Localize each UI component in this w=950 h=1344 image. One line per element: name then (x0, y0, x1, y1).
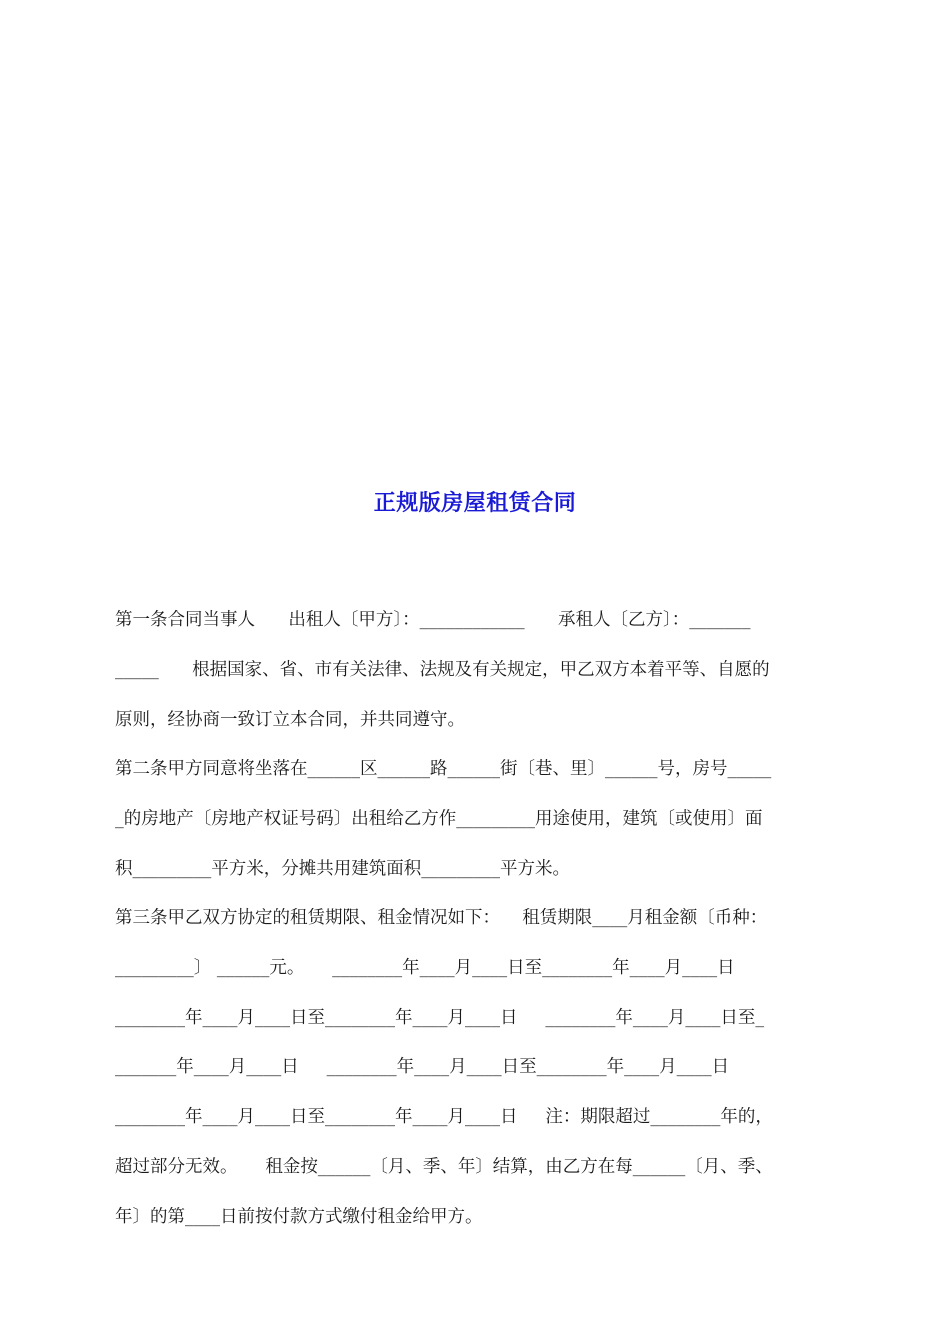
text-line-2: _____ 根据国家、省、市有关法律、法规及有关规定，甲乙双方本着平等、自愿的 (115, 660, 770, 680)
text-line-5: _的房地产〔房地产权证号码〕出租给乙方作_________用途使用，建筑〔或使用〕面 (115, 809, 763, 829)
text-line-7: 第三条甲乙双方协定的租赁期限、租金情况如下： 租赁期限____月租金额〔币种： (115, 908, 768, 928)
text-line-3: 原则，经协商一致订立本合同，并共同遵守。 (115, 710, 465, 730)
text-line-6: 积_________平方米，分摊共用建筑面积_________平方米。 (115, 859, 570, 879)
document-title: 正规版房屋租赁合同 (373, 491, 577, 516)
text-line-11: ________年____月____日至________年____月____日 注：期限超过________年的， (115, 1107, 773, 1127)
text-line-12: 超过部分无效。 租金按______〔月、季、年〕结算，由乙方在每______〔月、季、 (115, 1157, 773, 1177)
text-line-4: 第二条甲方同意将坐落在______区______路______街〔巷、里〕______号，房号_____ (115, 759, 772, 779)
text-line-8: _________〕 ______元。 ________年____月____日至________年____月____日 (115, 958, 735, 978)
text-line-10: _______年____月____日 ________年____月____日至________年____月____日 (115, 1057, 730, 1077)
text-line-13: 年〕的第____日前按付款方式缴付租金给甲方。 (115, 1207, 483, 1227)
text-line-9: ________年____月____日至________年____月____日 ________年____月____日至_ (115, 1008, 765, 1028)
text-line-1: 第一条合同当事人 出租人〔甲方〕：____________ 承租人〔乙方〕：_______ (115, 610, 751, 630)
